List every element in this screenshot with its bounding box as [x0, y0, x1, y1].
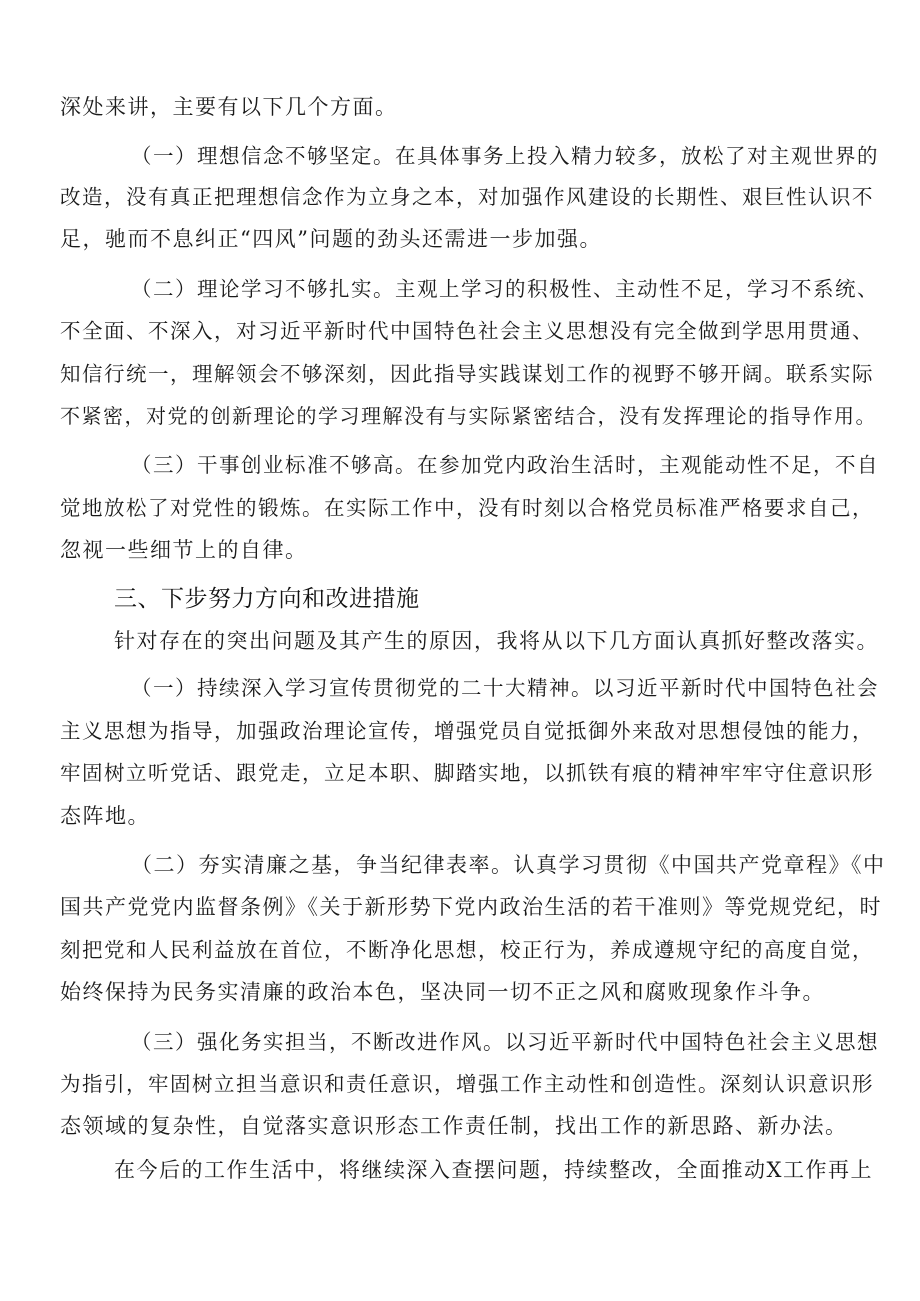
- text-line: 牢固树立听党话、跟党走，立足本职、脚踏实地，以抓铁有痕的精神牢牢守住意识形: [60, 761, 874, 785]
- text-line: 知信行统一，理解领会不够深刻，因此指导实践谋划工作的视野不够开阔。联系实际: [60, 362, 874, 386]
- closing-line: 在今后的工作生活中，将继续深入查摆问题，持续整改，全面推动X工作再上: [114, 1158, 873, 1182]
- paragraph-1-line: （一）理想信念不够坚定。在具体事务上投入精力较多，放松了对主观世界的: [131, 144, 879, 168]
- text-line: 觉地放松了对党性的锻炼。在实际工作中，没有时刻以合格党员标准严格要求自己，: [60, 496, 874, 520]
- text-line: 不全面、不深入，对习近平新时代中国特色社会主义思想没有完全做到学思用贯通、: [60, 319, 874, 343]
- measure-3-line: （三）强化务实担当，不断改进作风。以习近平新时代中国特色社会主义思想: [131, 1030, 879, 1054]
- text-line: 足，驰而不息纠正“四风”问题的劲头还需进一步加强。: [60, 227, 602, 251]
- text-line: 主义思想为指导，加强政治理论宣传，增强党员自觉抵御外来敌对思想侵蚀的能力，: [60, 719, 874, 743]
- text-line: 改造，没有真正把理想信念作为立身之本，对加强作风建设的长期性、艰巨性认识不: [60, 185, 874, 209]
- measure-1-line: （一）持续深入学习宣传贯彻党的二十大精神。以习近平新时代中国特色社会: [131, 676, 879, 700]
- text-line: 刻把党和人民利益放在首位，不断净化思想，校正行为，养成遵规守纪的高度自觉，: [60, 938, 874, 962]
- text-line: 始终保持为民务实清廉的政治本色，坚决同一切不正之风和腐败现象作斗争。: [60, 980, 825, 1004]
- text-line: 不紧密，对党的创新理论的学习理解没有与实际紧密结合，没有发挥理论的指导作用。: [60, 404, 877, 428]
- text-line: 为指引，牢固树立担当意识和责任意识，增强工作主动性和创造性。深刻认识意识形: [60, 1072, 874, 1096]
- text-line: 态领域的复杂性，自觉落实意识形态工作责任制，找出工作的新思路、新办法。: [60, 1114, 848, 1138]
- text-line: 态阵地。: [60, 804, 150, 828]
- text-line: 国共产党党内监督条例》《关于新形势下党内政治生活的若干准则》等党规党纪，时: [60, 895, 882, 919]
- text-line: 忽视一些细节上的自律。: [60, 538, 308, 562]
- text-line: 深处来讲，主要有以下几个方面。: [60, 95, 398, 119]
- paragraph-2-line: （二）理论学习不够扎实。主观上学习的积极性、主动性不足，学习不系统、: [131, 277, 879, 301]
- section-heading: 三、下步努力方向和改进措施: [114, 586, 420, 612]
- measure-2-line: （二）夯实清廉之基，争当纪律表率。认真学习贯彻《中国共产党章程》《中: [131, 853, 886, 877]
- paragraph-3-line: （三）干事创业标准不够高。在参加党内政治生活时，主观能动性不足，不自: [131, 453, 879, 477]
- section-intro: 针对存在的突出问题及其产生的原因，我将从以下几方面认真抓好整改落实。: [114, 629, 879, 653]
